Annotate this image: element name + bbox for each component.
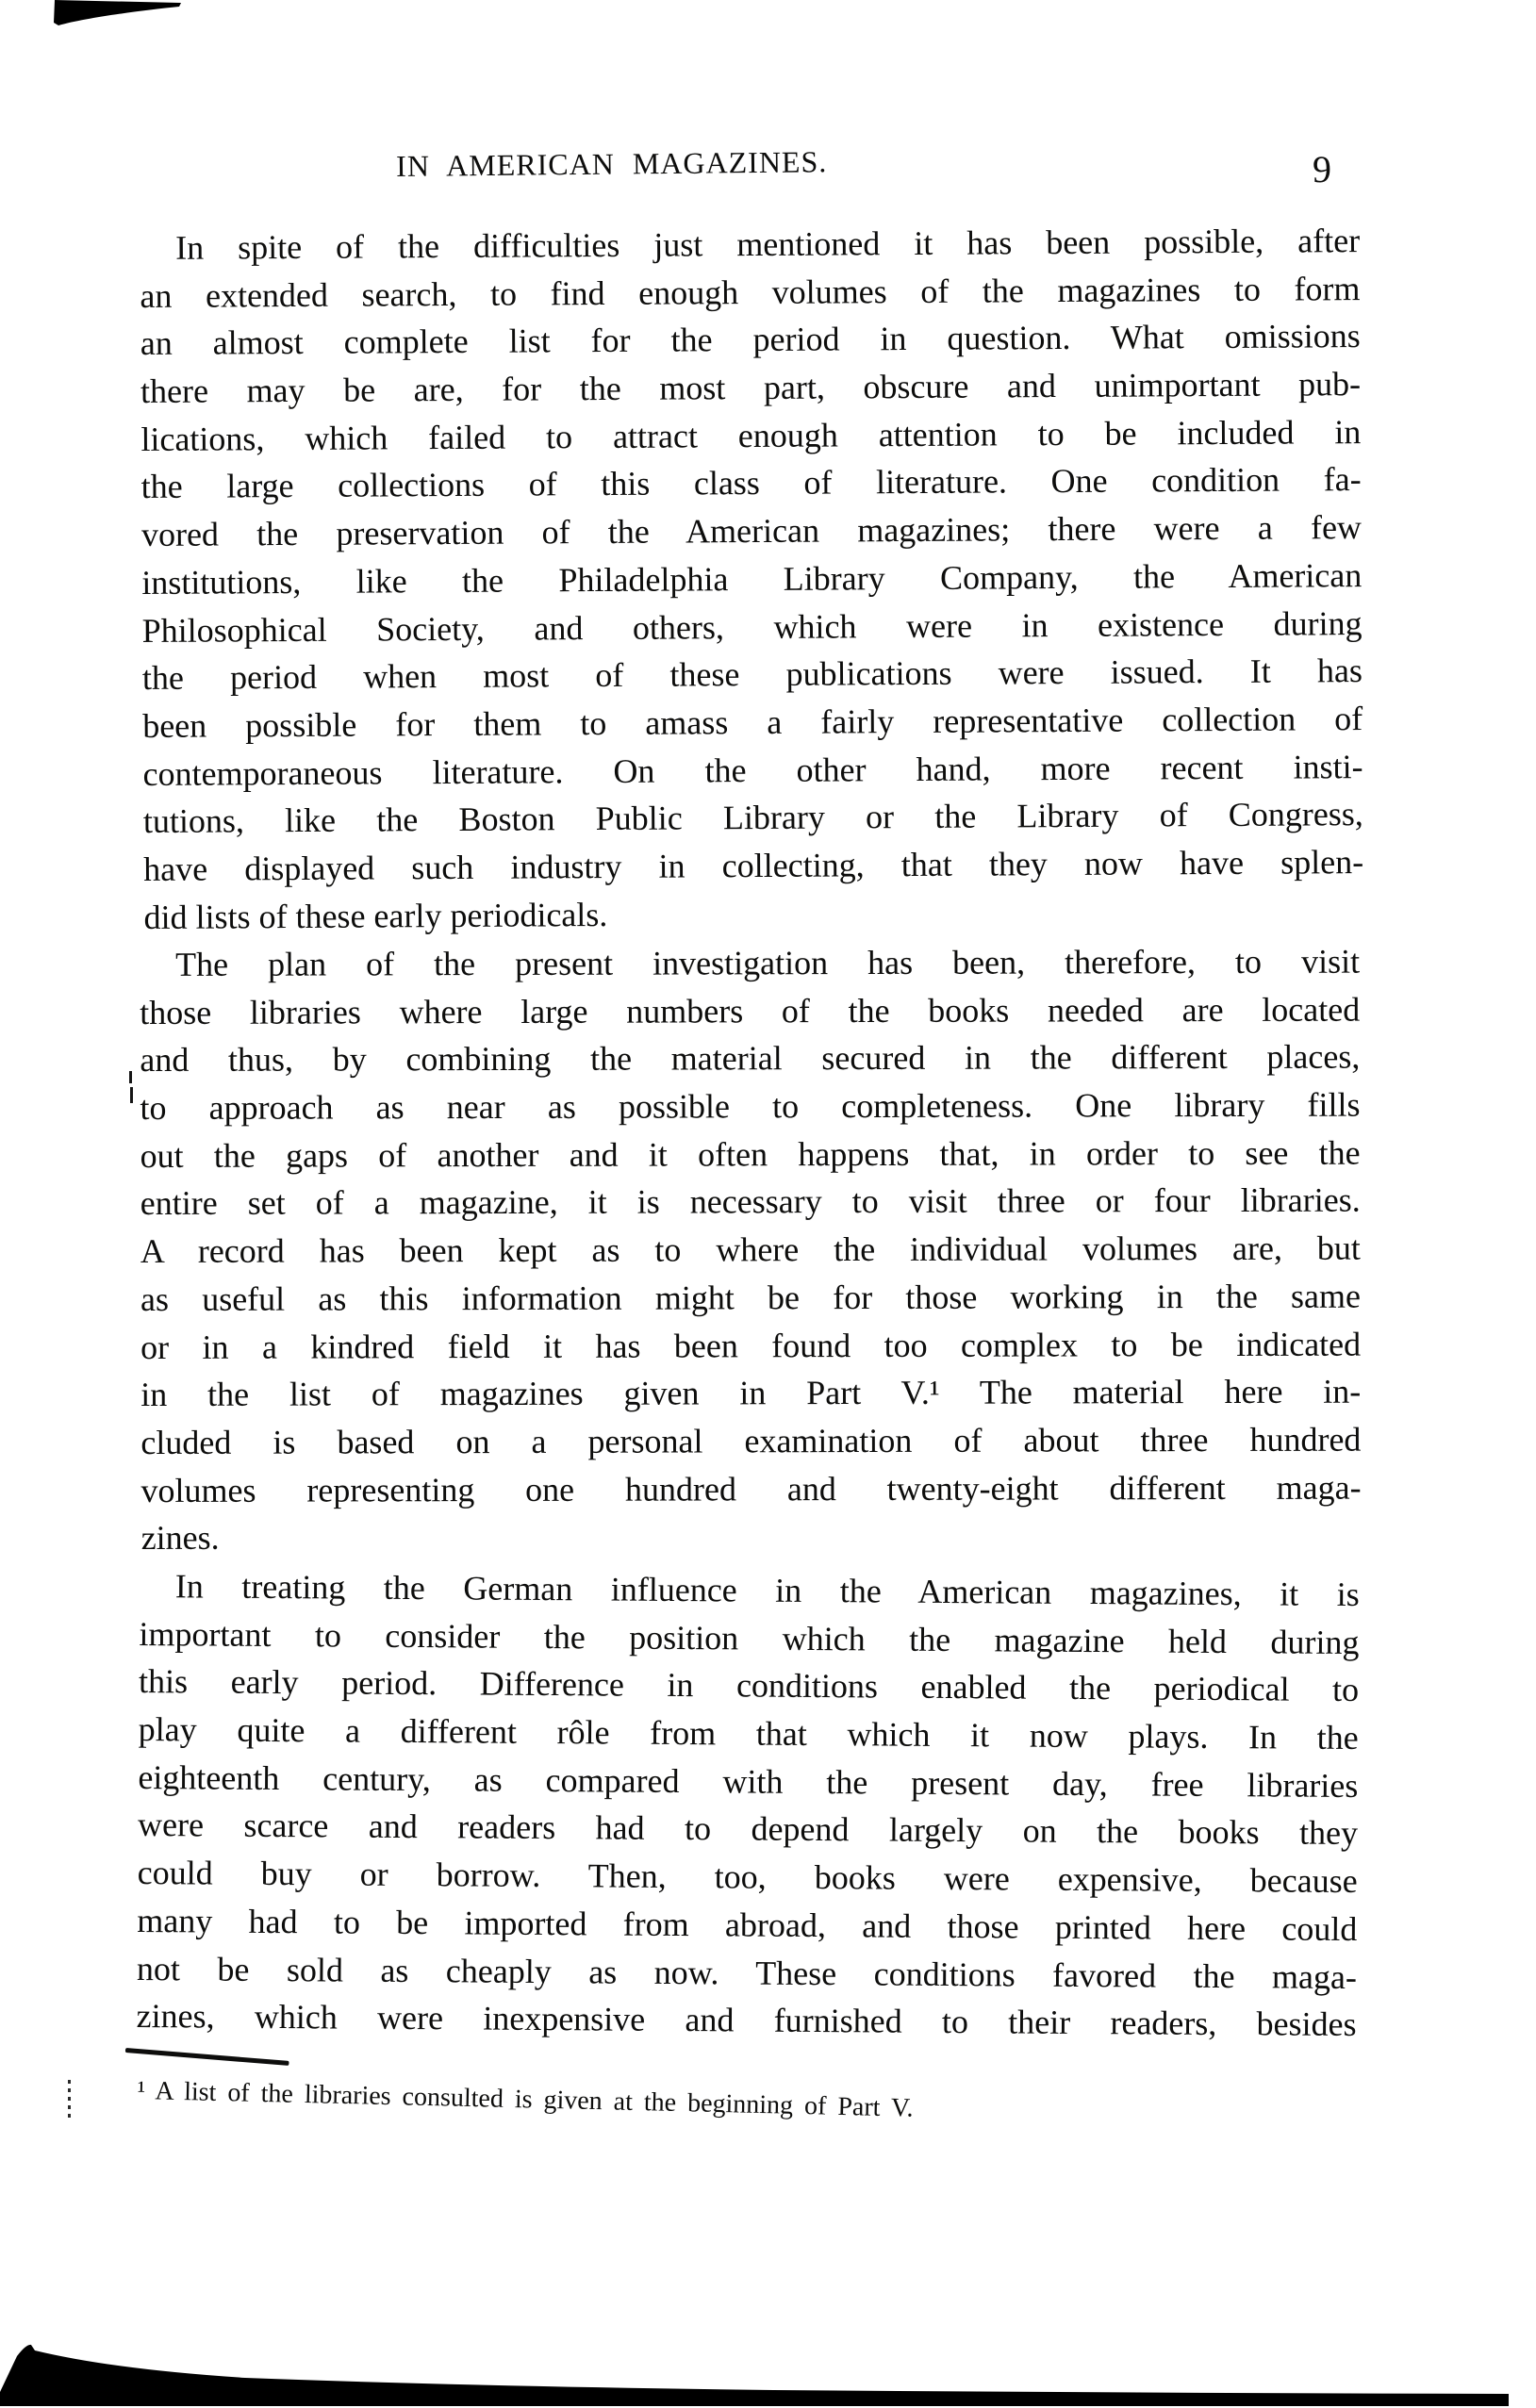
text-line: this early period. Difference in conditions enabled the periodical to xyxy=(138,1662,1360,1709)
text-line: to approach as near as possible to completeness. One library fills xyxy=(140,1085,1361,1128)
text-line: contemporaneous literature. On the other hand, more recent insti- xyxy=(142,747,1363,793)
page-number: 9 xyxy=(1313,148,1331,190)
text-line: institutions, like the Philadelphia Library Company, the American xyxy=(141,555,1363,602)
text-line: A record has been kept as to where the individual volumes are, but xyxy=(140,1229,1361,1271)
text-line: were scarce and readers had to depend largely on the books they xyxy=(137,1806,1359,1853)
footnote-text: ¹ A list of the libraries consulted is given at the beginning of Part V. xyxy=(137,2076,914,2123)
text-line: important to consider the position which the magazine held during xyxy=(139,1614,1360,1661)
text-line: those libraries where large numbers of the books needed are located xyxy=(140,990,1361,1031)
text-line: volumes representing one hundred and twenty-eight different maga- xyxy=(140,1468,1362,1509)
text-line: entire set of a magazine, it is necessary to visit three or four libraries. xyxy=(140,1181,1361,1223)
text-line: out the gaps of another and it often happens that, in order to see the xyxy=(140,1133,1361,1176)
text-line: play quite a different rôle from that which it now plays. In the xyxy=(138,1710,1359,1757)
body-text xyxy=(136,222,1364,2044)
text-line: lications, which failed to attract enough attention to be included in xyxy=(140,412,1362,458)
text-line: cluded is based on a personal examination of about three hundred xyxy=(140,1420,1362,1462)
footnote-rule xyxy=(125,2048,289,2066)
text-line: Philosophical Society, and others, which were in existence during xyxy=(141,603,1363,650)
text-line: there may be are, for the most part, obscure and unimportant pub- xyxy=(140,365,1362,411)
margin-mark xyxy=(129,1071,132,1083)
text-line: in the list of magazines given in Part V.¹ The material here in- xyxy=(140,1373,1362,1414)
text-line: an almost complete list for the period in question. What omissions xyxy=(140,317,1361,363)
scan-artifact-bottom-bar xyxy=(0,2345,1509,2406)
text-line: not be sold as cheaply as now. These conditions favored the maga- xyxy=(136,1949,1358,1996)
text-line: the period when most of these publications were issued. It has xyxy=(141,651,1363,698)
text-line: and thus, by combining the material secured in the different places, xyxy=(140,1038,1361,1080)
text-line: The plan of the present investigation has been, therefore, to visit xyxy=(175,942,1361,984)
text-line: an extended search, to find enough volumes of the magazines to form xyxy=(140,269,1361,315)
text-line: could buy or borrow. Then, too, books were expensive, because xyxy=(137,1854,1358,1901)
scan-artifact-top-left xyxy=(54,0,181,25)
text-line: the large collections of this class of literature. One condition fa- xyxy=(140,460,1362,506)
text-line: In spite of the difficulties just mentioned it has been possible, after xyxy=(175,222,1361,267)
text-line: or in a kindred field it has been found too complex to be indicated xyxy=(140,1325,1362,1366)
text-line: tutions, like the Boston Public Library or the Library of Congress, xyxy=(142,795,1363,841)
paragraph xyxy=(136,1562,1360,2049)
text-line: In treating the German influence in the American magazines, it is xyxy=(174,1567,1360,1614)
text-line: many had to be imported from abroad, and those printed here could xyxy=(137,1902,1358,1949)
text-line: have displayed such industry in collecting, that they now have splen- xyxy=(143,843,1364,888)
paragraph xyxy=(140,938,1362,1562)
text-line: vored the preservation of the American magazines; there were a few xyxy=(140,508,1363,554)
paragraph xyxy=(140,217,1364,941)
text-line: eighteenth century, as compared with the present day, free libraries xyxy=(138,1757,1359,1806)
text-line: zines. xyxy=(140,1519,220,1558)
running-header-title: IN AMERICAN MAGAZINES. xyxy=(396,144,828,183)
margin-mark xyxy=(68,2080,71,2118)
text-line: zines, which were inexpensive and furnished to their readers, besides xyxy=(136,1997,1357,2044)
text-line: did lists of these early periodicals. xyxy=(143,895,608,936)
text-line: as useful as this information might be for those working in the same xyxy=(140,1277,1362,1319)
margin-mark xyxy=(130,1087,133,1103)
text-line: been possible for them to amass a fairly representative collection of xyxy=(142,699,1363,745)
